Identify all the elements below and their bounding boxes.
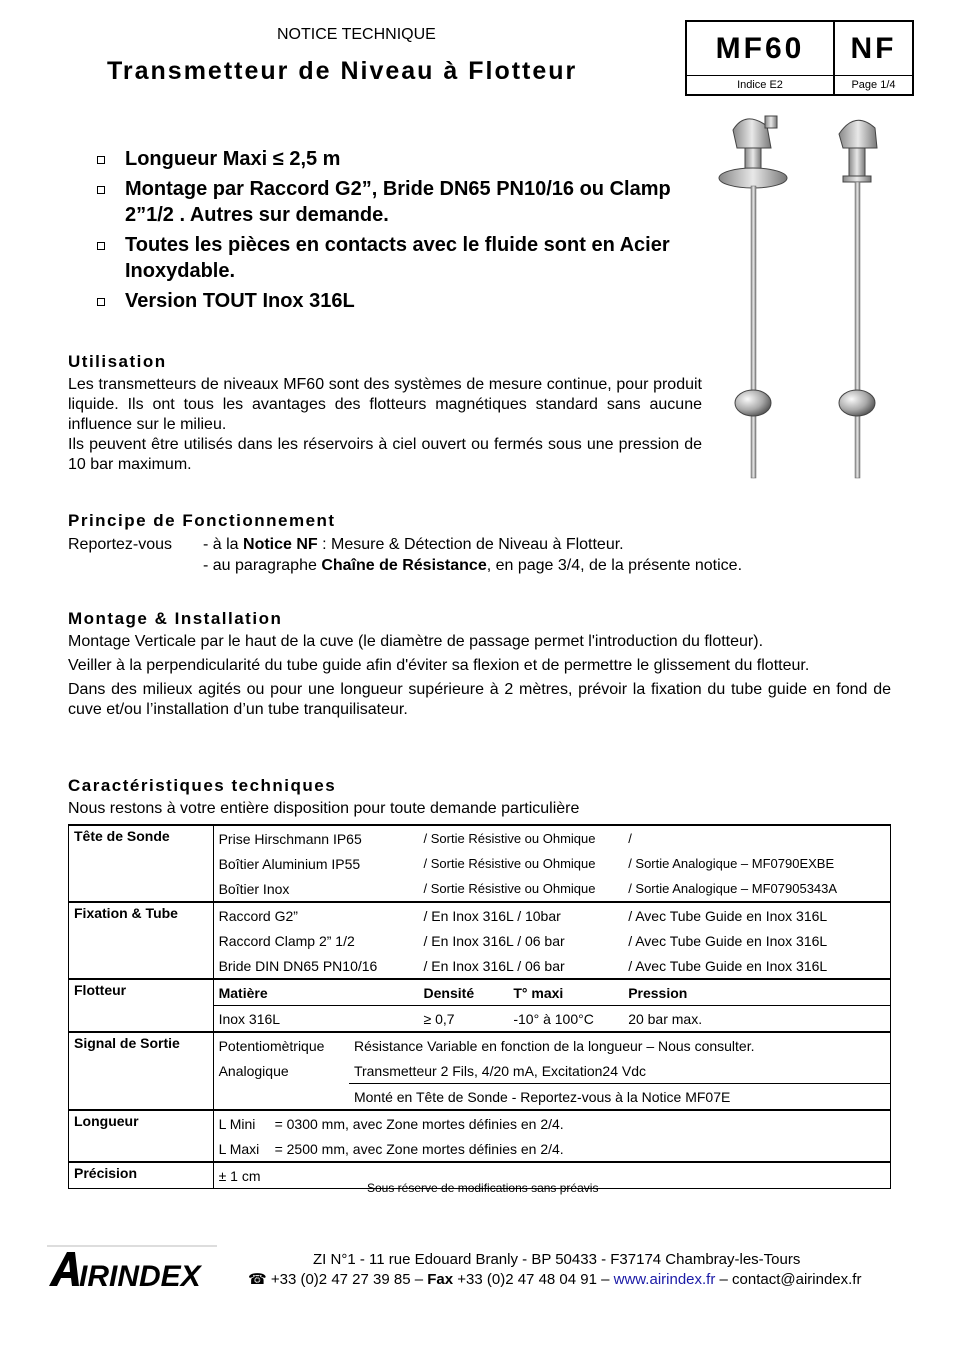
table-row: Fixation & Tube Raccord G2” / En Inox 316L / 10bar / Avec Tube Guide en Inox 316L: [69, 902, 891, 928]
table-row: Inox 316L ≥ 0,7 -10° à 100°C 20 bar max.: [218, 1010, 703, 1027]
website-link[interactable]: www.airindex.fr: [613, 1271, 716, 1288]
section-title-utilisation: Utilisation: [68, 352, 167, 371]
specifications-table: [68, 824, 891, 1189]
table-row: L Maxi = 2500 mm, avec Zone mortes définies en 2/4.: [218, 1140, 564, 1157]
principe-line-1: - à la Notice NF : Mesure & Détection de Niveau à Flotteur.: [203, 536, 624, 553]
principe-line-2: - au paragraphe Chaîne de Résistance, en page 3/4, de la présente notice.: [203, 557, 743, 574]
checkbox-bullet-icon: [97, 186, 105, 194]
feature-item: Montage par Raccord G2”, Bride DN65 PN10/16 ou Clamp 2”1/2 . Autres sur demande.: [97, 176, 697, 228]
utilisation-text: [68, 375, 702, 475]
principe-lead: Reportez-vous: [68, 536, 173, 553]
phone-icon: ☎: [248, 1271, 267, 1288]
montage-paragraph-2: Veiller à la perpendicularité du tube guide afin d'éviter sa flexion et de permettre le glissement du flotteur.: [68, 657, 810, 674]
row-label-fixation: Fixation & Tube: [69, 902, 214, 979]
footer-email: – contact@airindex.fr: [715, 1271, 862, 1288]
footer-fax-label: Fax: [427, 1271, 454, 1288]
checkbox-bullet-icon: [97, 156, 105, 164]
reference-box: [685, 20, 914, 96]
table-row: Boîtier Aluminium IP55 / Sortie Résistive ou Ohmique / Sortie Analogique – MF0790EXBE: [218, 855, 835, 872]
row-label-flotteur: Flotteur: [69, 979, 214, 1032]
airindex-logo: [45, 1244, 217, 1292]
section-title-caracteristiques: Caractéristiques techniques: [68, 776, 337, 795]
checkbox-bullet-icon: [97, 298, 105, 306]
footer-phone: +33 (0)2 47 27 39 85 –: [270, 1271, 428, 1288]
section-title-montage: Montage & Installation: [68, 609, 283, 628]
product-photo: [715, 108, 915, 480]
table-row: Précision ± 1 cm: [69, 1162, 891, 1189]
feature-item: Toutes les pièces en contacts avec le fluide sont en Acier Inoxydable.: [97, 232, 697, 284]
series-code: NF: [835, 22, 912, 76]
checkbox-bullet-icon: [97, 242, 105, 250]
feature-list: [97, 146, 697, 318]
table-row: Analogique Transmetteur 2 Fils, 4/20 mA, Excitation24 Vdc: [69, 1058, 891, 1084]
montage-paragraph-3: Dans des milieux agités ou pour une longueur supérieure à 2 mètres, prévoir la fixation du tube guide en fond de cuve et/ou l’installation d’un tube tranquilisateur.: [68, 681, 891, 718]
table-row: Flotteur Matière Densité T° maxi Pression: [69, 979, 891, 1006]
table-row: Bride DIN DN65 PN10/16 / En Inox 316L / 06 bar / Avec Tube Guide en Inox 316L: [218, 957, 828, 974]
footer-fax: +33 (0)2 47 48 04 91 –: [453, 1271, 614, 1288]
product-code: MF60: [687, 22, 835, 76]
utilisation-paragraph-1: Les transmetteurs de niveaux MF60 sont des systèmes de mesure continue, pour produit liquide. Ils ont tous les avantages des flotteurs magnétiques standard sans aucune influence sur le milieu.: [68, 376, 702, 433]
utilisation-paragraph-2: Ils peuvent être utilisés dans les réservoirs à ciel ouvert ou fermés sous une pression de 10 bar maximum.: [68, 436, 702, 473]
svg-text:IRINDEX: IRINDEX: [79, 1260, 201, 1292]
row-label-precision: Précision: [69, 1162, 214, 1189]
indice-label: Indice E2: [687, 76, 835, 94]
table-row: Raccord Clamp 2” 1/2 / En Inox 316L / 06 bar / Avec Tube Guide en Inox 316L: [218, 932, 828, 949]
caracteristiques-intro: Nous restons à votre entière disposition pour toute demande particulière: [68, 800, 580, 817]
probe-right: [839, 120, 877, 478]
table-row: Monté en Tête de Sonde - Reportez-vous à la Notice MF07E: [353, 1088, 731, 1105]
row-label-longueur: Longueur: [69, 1110, 214, 1162]
table-row: Longueur L Mini = 0300 mm, avec Zone mortes définies en 2/4.: [69, 1110, 891, 1136]
montage-paragraph-1: Montage Verticale par le haut de la cuve (le diamètre de passage permet l'introduction du flotteur).: [68, 633, 764, 650]
feature-item: Longueur Maxi ≤ 2,5 m: [97, 146, 697, 172]
page-title: Transmetteur de Niveau à Flotteur: [107, 57, 578, 85]
montage-text: [68, 632, 891, 720]
disclaimer: Sous réserve de modifications sans préavis: [367, 1181, 599, 1195]
footer-contact: [248, 1270, 861, 1288]
table-row: Boîtier Inox / Sortie Résistive ou Ohmique / Sortie Analogique – MF07905343A: [218, 880, 838, 897]
feature-item: Version TOUT Inox 316L: [97, 288, 697, 314]
table-row: Signal de Sortie Potentiomètrique Résistance Variable en fonction de la longueur – Nous consulter.: [69, 1032, 891, 1058]
table-row: Tête de Sonde Prise Hirschmann IP65 / Sortie Résistive ou Ohmique /: [69, 825, 891, 851]
page-number: Page 1/4: [851, 79, 896, 91]
section-title-principe: Principe de Fonctionnement: [68, 511, 336, 530]
probe-left: [719, 116, 787, 478]
notice-label: NOTICE TECHNIQUE: [277, 26, 436, 43]
footer-address: ZI N°1 - 11 rue Edouard Branly - BP 50433 - F37174 Chambray-les-Tours: [313, 1251, 801, 1268]
row-label-signal: Signal de Sortie: [69, 1032, 214, 1110]
row-label-tete: Tête de Sonde: [69, 825, 214, 902]
